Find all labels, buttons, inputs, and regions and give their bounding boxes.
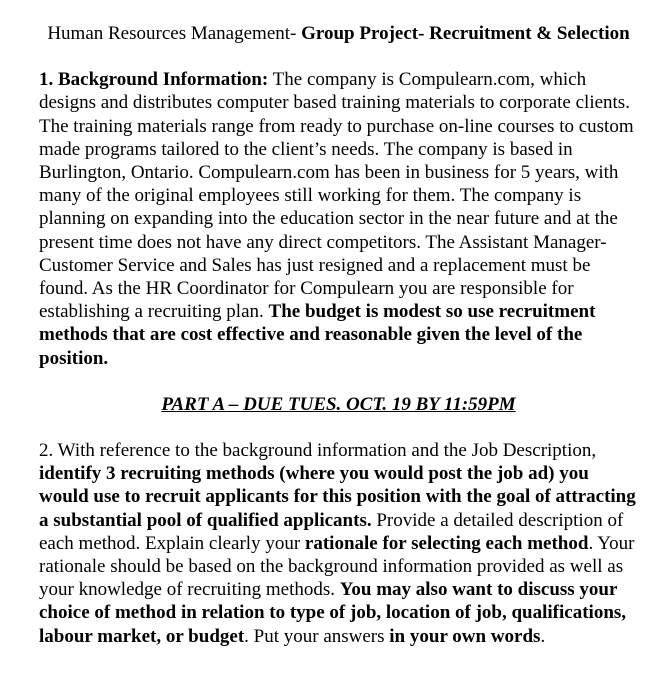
q2-bold-3: You may also want to discuss your choice of method in relation to type of job, location of job, qualifications, labour market, or budget	[39, 579, 627, 647]
q2-bold-4: in your own words	[389, 625, 541, 647]
part-a-heading: PART A – DUE TUES. OCT. 19 BY 11:59PM	[161, 393, 516, 415]
title-project: Group Project- Recruitment & Selection	[301, 23, 630, 44]
q2-text-2: Provide a detailed description of each method. Explain clearly your	[39, 509, 624, 554]
background-budget-note: The budget is modest so use recruitment methods that are cost effective and reasonable given the level of the position.	[39, 301, 596, 369]
q2-bold-2: rationale for selecting each method	[304, 532, 589, 554]
background-heading: 1. Background Information:	[39, 69, 269, 91]
title-course: Human Resources Management-	[47, 23, 302, 44]
question-2	[39, 439, 638, 648]
q2-text-5: .	[540, 625, 546, 647]
q2-text-4: . Put your answers	[244, 625, 390, 647]
q2-bold-1: identify 3 recruiting methods (where you would post the job ad) you would use to recruit applicants for this position with the goal of attracting a substantial pool of qualified applicants.	[39, 463, 636, 531]
q2-text-3: . Your rationale should be based on the background information provided as well as your knowledge of recruiting methods.	[39, 532, 635, 601]
document-title	[39, 22, 638, 45]
background-section	[39, 68, 638, 370]
q2-text-1: 2. With reference to the background information and the Job Description,	[39, 440, 597, 462]
background-text: The company is Compulearn.com, which designs and distributes computer based training materials to corporate clients. The training materials range from ready to purchase on-line courses to custom made programs tailored to the client’s needs. The company is based in Burlington, Ontario. Compulearn.com has been in business for 5 years, with many of the original employees still working for them. The company is planning on expanding into the education sector in the near future and at the present time does not have any direct competitors. The Assistant Manager- Customer Service and Sales has just resigned and a replacement must be found. As the HR Coordinator for Compulearn you are responsible for establishing a recruiting plan.	[39, 69, 634, 323]
